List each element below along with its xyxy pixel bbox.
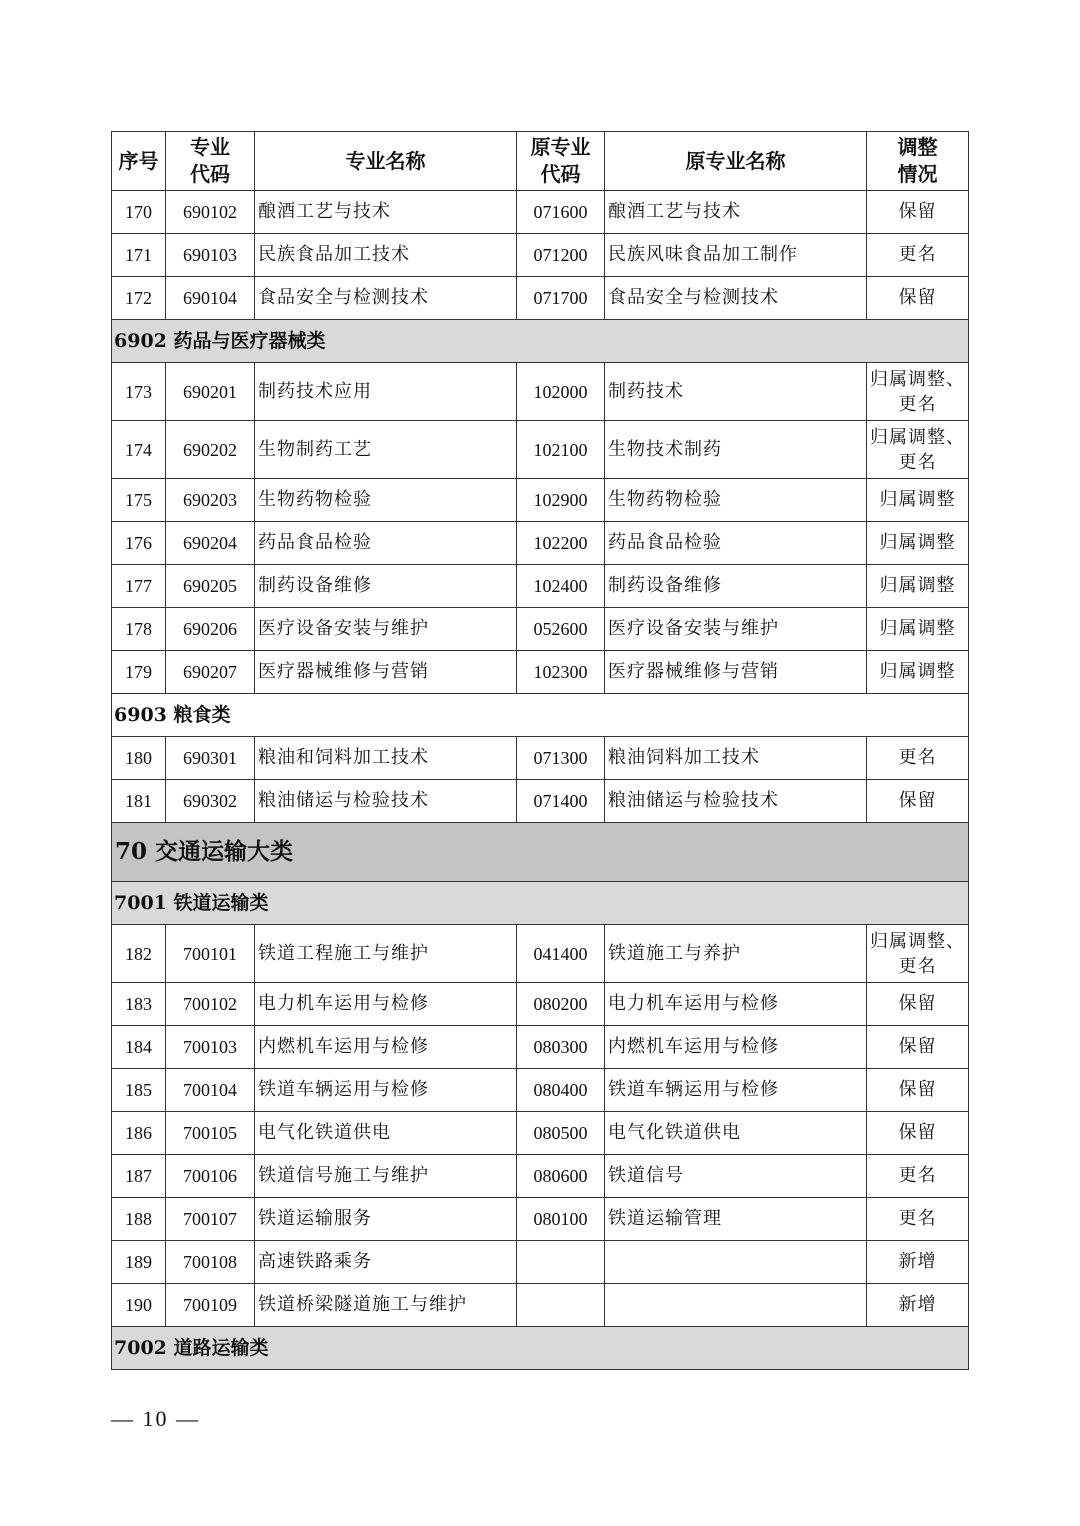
row-code: 690206 xyxy=(166,608,255,651)
row-old-name: 生物药物检验 xyxy=(605,479,867,522)
row-old-code: 102400 xyxy=(517,565,605,608)
row-old-code: 102100 xyxy=(517,421,605,479)
table-row xyxy=(112,608,969,651)
category-row xyxy=(112,320,969,363)
row-old-name: 食品安全与检测技术 xyxy=(605,277,867,320)
table-row xyxy=(112,983,969,1026)
row-seq: 178 xyxy=(112,608,166,651)
table-row xyxy=(112,1155,969,1198)
table-row xyxy=(112,1112,969,1155)
row-name: 食品安全与检测技术 xyxy=(255,277,517,320)
row-status: 归属调整 xyxy=(867,479,969,522)
row-seq: 189 xyxy=(112,1241,166,1284)
row-name: 生物制药工艺 xyxy=(255,421,517,479)
row-seq: 185 xyxy=(112,1069,166,1112)
row-code: 690104 xyxy=(166,277,255,320)
row-name: 电气化铁道供电 xyxy=(255,1112,517,1155)
row-name: 制药设备维修 xyxy=(255,565,517,608)
row-old-name: 铁道车辆运用与检修 xyxy=(605,1069,867,1112)
row-name: 生物药物检验 xyxy=(255,479,517,522)
header-code xyxy=(166,132,255,191)
row-old-name: 电力机车运用与检修 xyxy=(605,983,867,1026)
row-seq: 186 xyxy=(112,1112,166,1155)
row-old-code: 071600 xyxy=(517,191,605,234)
row-old-code: 102000 xyxy=(517,363,605,421)
row-old-code xyxy=(517,1241,605,1284)
table-row xyxy=(112,234,969,277)
row-old-code: 080400 xyxy=(517,1069,605,1112)
row-old-name: 铁道运输管理 xyxy=(605,1198,867,1241)
row-code: 700109 xyxy=(166,1284,255,1327)
row-seq: 177 xyxy=(112,565,166,608)
category-row xyxy=(112,882,969,925)
row-old-name: 粮油储运与检验技术 xyxy=(605,780,867,823)
category-label: 7002 道路运输类 xyxy=(112,1327,969,1370)
header-code-label: 专业 代码 xyxy=(190,135,230,186)
header-seq: 序号 xyxy=(112,132,166,191)
row-status: 更名 xyxy=(867,1155,969,1198)
row-status: 归属调整 xyxy=(867,651,969,694)
row-status: 保留 xyxy=(867,277,969,320)
row-code: 690103 xyxy=(166,234,255,277)
table-row xyxy=(112,565,969,608)
row-code: 700103 xyxy=(166,1026,255,1069)
row-seq: 190 xyxy=(112,1284,166,1327)
row-code: 700102 xyxy=(166,983,255,1026)
row-old-code: 041400 xyxy=(517,925,605,983)
row-old-name: 铁道施工与养护 xyxy=(605,925,867,983)
row-old-name: 内燃机车运用与检修 xyxy=(605,1026,867,1069)
table-row xyxy=(112,479,969,522)
row-old-code: 102200 xyxy=(517,522,605,565)
row-status: 保留 xyxy=(867,1026,969,1069)
row-seq: 187 xyxy=(112,1155,166,1198)
row-status: 保留 xyxy=(867,780,969,823)
row-code: 690102 xyxy=(166,191,255,234)
row-old-name xyxy=(605,1284,867,1327)
row-name: 粮油和饲料加工技术 xyxy=(255,737,517,780)
table-row xyxy=(112,1198,969,1241)
header-status xyxy=(867,132,969,191)
row-old-code: 071700 xyxy=(517,277,605,320)
row-old-name: 民族风味食品加工制作 xyxy=(605,234,867,277)
table-row xyxy=(112,1069,969,1112)
row-old-name: 医疗设备安装与维护 xyxy=(605,608,867,651)
row-old-code: 080600 xyxy=(517,1155,605,1198)
row-old-code: 052600 xyxy=(517,608,605,651)
row-name: 民族食品加工技术 xyxy=(255,234,517,277)
major-category-row xyxy=(112,823,969,882)
row-code: 700104 xyxy=(166,1069,255,1112)
row-name: 铁道运输服务 xyxy=(255,1198,517,1241)
category-label: 7001 铁道运输类 xyxy=(112,882,969,925)
majors-table xyxy=(111,131,969,1370)
row-seq: 183 xyxy=(112,983,166,1026)
row-status: 归属调整、 更名 xyxy=(867,925,969,983)
row-old-code: 102900 xyxy=(517,479,605,522)
category-row xyxy=(112,1327,969,1370)
row-status: 保留 xyxy=(867,191,969,234)
row-seq: 182 xyxy=(112,925,166,983)
row-old-code: 071200 xyxy=(517,234,605,277)
row-name: 药品食品检验 xyxy=(255,522,517,565)
table-body xyxy=(112,191,969,1370)
table-row xyxy=(112,1284,969,1327)
row-code: 700106 xyxy=(166,1155,255,1198)
header-status-label: 调整 情况 xyxy=(897,135,938,186)
row-seq: 181 xyxy=(112,780,166,823)
row-seq: 179 xyxy=(112,651,166,694)
row-code: 700108 xyxy=(166,1241,255,1284)
row-status: 归属调整、 更名 xyxy=(867,421,969,479)
row-old-name: 医疗器械维修与营销 xyxy=(605,651,867,694)
table-row xyxy=(112,1026,969,1069)
header-name: 专业名称 xyxy=(255,132,517,191)
row-status: 归属调整 xyxy=(867,522,969,565)
row-seq: 170 xyxy=(112,191,166,234)
table-row xyxy=(112,522,969,565)
header-old-code xyxy=(517,132,605,191)
row-seq: 172 xyxy=(112,277,166,320)
row-code: 690203 xyxy=(166,479,255,522)
row-status: 归属调整 xyxy=(867,565,969,608)
row-seq: 174 xyxy=(112,421,166,479)
category-label: 6903 粮食类 xyxy=(112,694,969,737)
row-old-code: 080100 xyxy=(517,1198,605,1241)
row-code: 690205 xyxy=(166,565,255,608)
row-name: 电力机车运用与检修 xyxy=(255,983,517,1026)
row-old-code: 071400 xyxy=(517,780,605,823)
row-seq: 180 xyxy=(112,737,166,780)
row-old-code xyxy=(517,1284,605,1327)
table-row xyxy=(112,651,969,694)
row-name: 铁道信号施工与维护 xyxy=(255,1155,517,1198)
row-old-code: 071300 xyxy=(517,737,605,780)
row-status: 更名 xyxy=(867,737,969,780)
row-status: 更名 xyxy=(867,234,969,277)
row-old-name: 电气化铁道供电 xyxy=(605,1112,867,1155)
row-status: 归属调整、 更名 xyxy=(867,363,969,421)
row-name: 医疗器械维修与营销 xyxy=(255,651,517,694)
table-row xyxy=(112,925,969,983)
row-code: 690201 xyxy=(166,363,255,421)
row-name: 酿酒工艺与技术 xyxy=(255,191,517,234)
row-seq: 176 xyxy=(112,522,166,565)
row-old-code: 080300 xyxy=(517,1026,605,1069)
row-old-name: 制药技术 xyxy=(605,363,867,421)
row-status: 归属调整 xyxy=(867,608,969,651)
row-old-code: 102300 xyxy=(517,651,605,694)
row-seq: 175 xyxy=(112,479,166,522)
table-row xyxy=(112,363,969,421)
table-row xyxy=(112,780,969,823)
row-name: 制药技术应用 xyxy=(255,363,517,421)
row-status: 保留 xyxy=(867,1112,969,1155)
major-category-label: 70 交通运输大类 xyxy=(112,823,969,882)
table-row xyxy=(112,421,969,479)
row-old-name: 生物技术制药 xyxy=(605,421,867,479)
row-name: 内燃机车运用与检修 xyxy=(255,1026,517,1069)
row-code: 690202 xyxy=(166,421,255,479)
row-old-code: 080500 xyxy=(517,1112,605,1155)
page-number: — 10 — xyxy=(111,1406,200,1431)
row-old-name: 制药设备维修 xyxy=(605,565,867,608)
row-old-code: 080200 xyxy=(517,983,605,1026)
row-code: 690204 xyxy=(166,522,255,565)
table-row xyxy=(112,737,969,780)
category-row xyxy=(112,694,969,737)
row-seq: 184 xyxy=(112,1026,166,1069)
table-row xyxy=(112,191,969,234)
row-code: 700105 xyxy=(166,1112,255,1155)
row-name: 铁道车辆运用与检修 xyxy=(255,1069,517,1112)
row-code: 690207 xyxy=(166,651,255,694)
row-name: 高速铁路乘务 xyxy=(255,1241,517,1284)
row-old-name: 药品食品检验 xyxy=(605,522,867,565)
row-name: 粮油储运与检验技术 xyxy=(255,780,517,823)
row-code: 690302 xyxy=(166,780,255,823)
row-status: 保留 xyxy=(867,983,969,1026)
row-name: 铁道桥梁隧道施工与维护 xyxy=(255,1284,517,1327)
row-status: 保留 xyxy=(867,1069,969,1112)
header-old-name: 原专业名称 xyxy=(605,132,867,191)
row-seq: 173 xyxy=(112,363,166,421)
category-label: 6902 药品与医疗器械类 xyxy=(112,320,969,363)
row-code: 700101 xyxy=(166,925,255,983)
row-seq: 171 xyxy=(112,234,166,277)
table-header-row xyxy=(112,132,969,191)
row-old-name: 粮油饲料加工技术 xyxy=(605,737,867,780)
row-status: 更名 xyxy=(867,1198,969,1241)
row-status: 新增 xyxy=(867,1284,969,1327)
row-name: 医疗设备安装与维护 xyxy=(255,608,517,651)
row-status: 新增 xyxy=(867,1241,969,1284)
row-old-name xyxy=(605,1241,867,1284)
row-code: 690301 xyxy=(166,737,255,780)
table-row xyxy=(112,1241,969,1284)
table-row xyxy=(112,277,969,320)
row-code: 700107 xyxy=(166,1198,255,1241)
header-old-code-label: 原专业 代码 xyxy=(530,135,591,186)
row-seq: 188 xyxy=(112,1198,166,1241)
row-old-name: 铁道信号 xyxy=(605,1155,867,1198)
row-name: 铁道工程施工与维护 xyxy=(255,925,517,983)
row-old-name: 酿酒工艺与技术 xyxy=(605,191,867,234)
